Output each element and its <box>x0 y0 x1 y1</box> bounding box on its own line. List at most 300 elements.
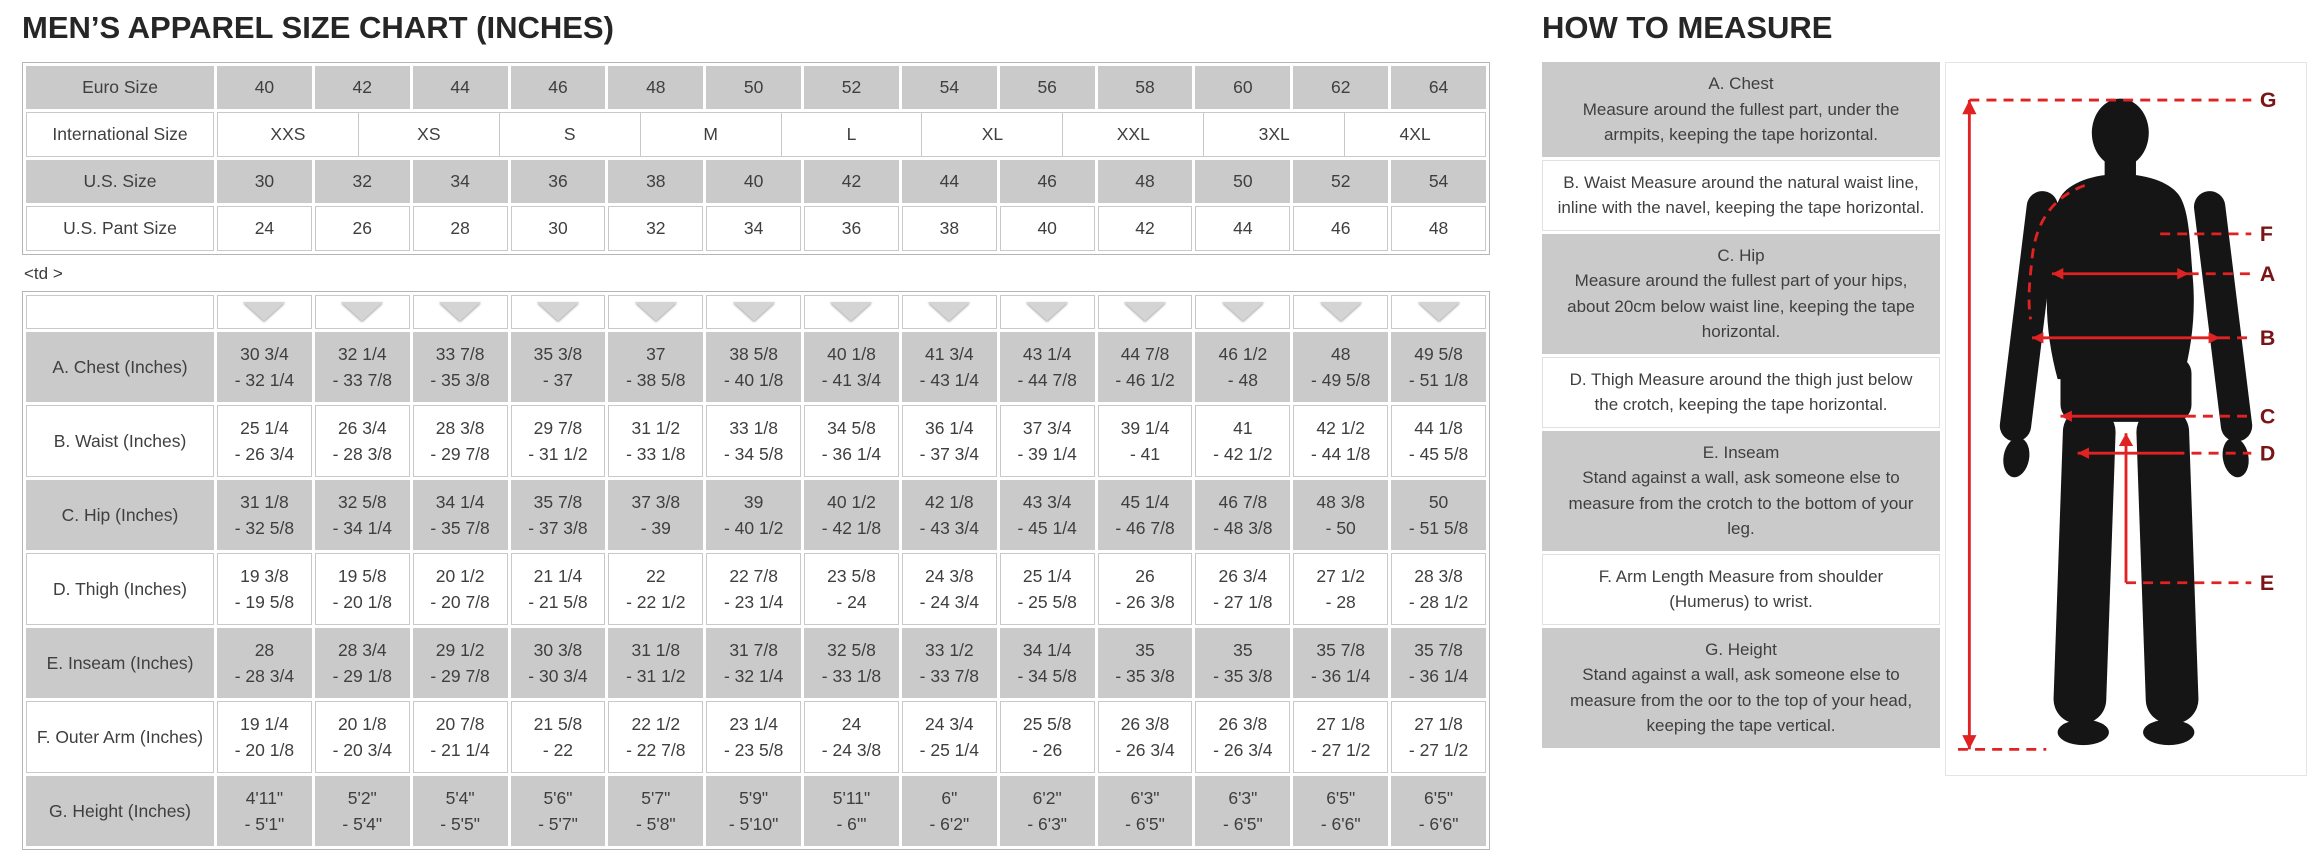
measurement-cell <box>1391 701 1486 773</box>
measurement-cell <box>511 553 606 625</box>
range-to: - 27 1/8 <box>1213 592 1273 612</box>
measurement-cell <box>804 776 899 846</box>
measurement-cell <box>315 701 410 773</box>
how-to-measure-heading: HOW TO MEASURE <box>1542 10 1833 45</box>
size-cell: 4XL <box>1399 124 1431 144</box>
range-from: 43 1/4 <box>1022 344 1072 364</box>
range-from: 32 5/8 <box>827 640 876 660</box>
range-from: 44 1/8 <box>1414 418 1463 438</box>
measurement-cell <box>1098 405 1193 477</box>
range-from: 29 7/8 <box>533 418 583 438</box>
arrow-cell <box>1098 295 1193 329</box>
range-from: 33 1/2 <box>925 640 974 660</box>
measurement-cell <box>1293 776 1388 846</box>
size-cell: 50 <box>1195 160 1290 203</box>
size-cell: 50 <box>706 66 801 109</box>
arrow-down-icon <box>1418 302 1460 321</box>
figure-label-e: E <box>2259 570 2275 595</box>
size-cell: 28 <box>413 206 508 251</box>
size-table-row <box>26 66 1486 109</box>
range-from: 33 7/8 <box>435 344 485 364</box>
measure-step-title: G. Height <box>1705 639 1777 659</box>
row-label: U.S. Size <box>26 160 214 203</box>
range-to: - 35 7/8 <box>430 518 490 538</box>
measurement-cell <box>804 405 899 477</box>
arrow-down-icon <box>1222 302 1264 321</box>
range-from: 48 <box>1330 344 1351 364</box>
size-cell: 32 <box>315 160 410 203</box>
arrow-cell <box>1391 295 1486 329</box>
measurement-cell <box>804 628 899 698</box>
measurement-cell <box>511 332 606 402</box>
measure-step <box>1542 160 1940 231</box>
measurement-cell <box>706 553 801 625</box>
range-to: - 23 5/8 <box>723 740 784 760</box>
measurement-row <box>26 776 1486 846</box>
range-from: 6'3" <box>1228 788 1258 808</box>
arrow-down-icon <box>1026 302 1068 321</box>
range-to: - 29 7/8 <box>430 666 490 686</box>
measurement-cell <box>217 332 312 402</box>
measurement-cell <box>902 553 997 625</box>
range-to: - 28 <box>1325 592 1356 612</box>
range-from: 38 5/8 <box>729 344 778 364</box>
arrow-cell <box>804 295 899 329</box>
measurement-cell <box>1195 480 1290 550</box>
range-to: - 5'5" <box>440 814 480 834</box>
size-chart-section <box>22 8 1490 850</box>
range-to: - 42 1/8 <box>821 518 882 538</box>
range-to: - 37 3/4 <box>919 444 979 464</box>
range-from: 4'11" <box>245 788 284 808</box>
figure-label-g: G <box>2259 88 2277 113</box>
size-cell: 64 <box>1391 66 1486 109</box>
range-from: 34 1/4 <box>1022 640 1072 660</box>
size-cell: 34 <box>706 206 801 251</box>
range-to: - 48 <box>1227 370 1258 390</box>
size-cell: 44 <box>413 66 508 109</box>
international-size-cells <box>218 113 1485 156</box>
range-from: 32 1/4 <box>337 344 387 364</box>
arrow-down-icon <box>830 302 872 321</box>
range-from: 19 5/8 <box>337 566 387 586</box>
measurement-cell <box>511 701 606 773</box>
range-to: - 22 1/2 <box>626 592 686 612</box>
measure-step <box>1542 554 1940 625</box>
measurement-cell <box>217 553 312 625</box>
size-cell: 42 <box>1098 206 1193 251</box>
measurement-cell <box>804 553 899 625</box>
figure-label-a: A <box>2259 261 2276 286</box>
measurement-row <box>26 701 1486 773</box>
measurement-cell <box>1391 405 1486 477</box>
range-to: - 29 1/8 <box>332 666 392 686</box>
range-from: 28 <box>254 640 275 660</box>
range-to: - 6'5" <box>1125 814 1165 834</box>
measurement-cell <box>1391 776 1486 846</box>
range-from: 28 3/8 <box>435 418 485 438</box>
range-from: 26 3/4 <box>337 418 387 438</box>
measurement-cell <box>1000 553 1095 625</box>
range-from: 26 3/8 <box>1218 714 1268 734</box>
range-from: 5'4" <box>445 788 475 808</box>
size-cell: 42 <box>804 160 899 203</box>
measurement-cell <box>1293 480 1388 550</box>
range-from: 22 1/2 <box>631 714 681 734</box>
range-to: - 5'1" <box>244 814 285 834</box>
measurement-cell <box>1195 776 1290 846</box>
size-cell: 54 <box>1391 160 1486 203</box>
size-cell: 46 <box>1000 160 1095 203</box>
empty-cell <box>26 295 214 329</box>
range-from: 6'2" <box>1032 788 1062 808</box>
range-from: 25 1/4 <box>1022 566 1072 586</box>
size-cell: L <box>782 113 923 156</box>
measurement-row <box>26 405 1486 477</box>
size-cell: 26 <box>315 206 410 251</box>
range-to: - 23 1/4 <box>723 592 784 612</box>
range-from: 44 7/8 <box>1120 344 1170 364</box>
range-from: 26 3/4 <box>1218 566 1268 586</box>
range-from: 22 <box>646 566 666 586</box>
range-to: - 31 1/2 <box>528 444 588 464</box>
row-label: C. Hip (Inches) <box>26 480 214 550</box>
arrow-down-icon <box>733 302 775 321</box>
range-from: 6'5" <box>1424 788 1454 808</box>
range-to: - 22 7/8 <box>626 740 686 760</box>
range-to: - 20 1/8 <box>234 740 295 760</box>
arrow-down-icon <box>635 302 677 321</box>
measurement-cell <box>1293 332 1388 402</box>
range-from: 5'9" <box>739 788 769 808</box>
range-from: 34 1/4 <box>435 492 485 512</box>
range-to: - 36 1/4 <box>1311 666 1371 686</box>
range-from: 34 5/8 <box>827 418 876 438</box>
range-to: - 45 1/4 <box>1017 518 1077 538</box>
range-from: 23 1/4 <box>729 714 778 734</box>
arrow-cell <box>413 295 508 329</box>
measurement-cell <box>1000 628 1095 698</box>
range-from: 40 1/2 <box>827 492 876 512</box>
measurement-cell <box>902 405 997 477</box>
size-cell: 46 <box>1293 206 1388 251</box>
size-cell: 52 <box>804 66 899 109</box>
range-from: 6'5" <box>1326 788 1356 808</box>
row-label: International Size <box>26 112 214 157</box>
range-from: 31 7/8 <box>729 640 778 660</box>
size-cell: 48 <box>1098 160 1193 203</box>
arrow-cell <box>1195 295 1290 329</box>
range-from: 27 1/8 <box>1316 714 1366 734</box>
range-to: - 48 3/8 <box>1213 518 1273 538</box>
measurement-cell <box>315 480 410 550</box>
range-to: - 6'3" <box>1027 814 1068 834</box>
range-from: 29 1/2 <box>435 640 485 660</box>
range-from: 32 5/8 <box>337 492 387 512</box>
size-cell: 58 <box>1098 66 1193 109</box>
measurement-cell <box>1195 405 1290 477</box>
size-cell: 60 <box>1195 66 1290 109</box>
range-from: 37 3/8 <box>631 492 681 512</box>
measurement-cell <box>804 480 899 550</box>
range-from: 42 1/8 <box>925 492 974 512</box>
range-from: 19 3/8 <box>240 566 289 586</box>
range-from: 5'2" <box>347 788 377 808</box>
figure-label-b: B <box>2259 325 2276 350</box>
range-from: 50 <box>1428 492 1449 512</box>
measurement-cell <box>706 701 801 773</box>
page-title: MEN’S APPAREL SIZE CHART (INCHES) <box>22 10 614 45</box>
measurement-cell <box>413 553 508 625</box>
size-cell: 42 <box>315 66 410 109</box>
measurement-cell <box>511 776 606 846</box>
range-from: 25 5/8 <box>1022 714 1072 734</box>
measurement-cell <box>1000 405 1095 477</box>
range-to: - 37 3/8 <box>528 518 588 538</box>
size-cell: 40 <box>1000 206 1095 251</box>
size-cell: XXS <box>218 113 359 156</box>
range-from: 36 1/4 <box>925 418 974 438</box>
measure-step <box>1542 62 1940 157</box>
range-to: - 32 5/8 <box>234 518 295 538</box>
measurement-cell <box>1195 332 1290 402</box>
range-to: - 34 1/4 <box>332 518 392 538</box>
range-to: - 26 3/4 <box>234 444 295 464</box>
size-cell: 46 <box>511 66 606 109</box>
range-from: 6" <box>941 788 958 808</box>
range-from: 35 7/8 <box>533 492 583 512</box>
range-to: - 37 <box>542 370 574 390</box>
size-cell: 38 <box>902 206 997 251</box>
range-to: - 43 3/4 <box>919 518 979 538</box>
range-from: 24 3/4 <box>925 714 974 734</box>
range-from: 46 1/2 <box>1218 344 1268 364</box>
size-table-row <box>26 160 1486 203</box>
range-to: - 51 5/8 <box>1408 518 1469 538</box>
range-to: - 38 5/8 <box>626 370 686 390</box>
size-cell: 36 <box>804 206 899 251</box>
measurement-cell <box>1098 480 1193 550</box>
row-label: Euro Size <box>26 66 214 109</box>
size-cell: 48 <box>608 66 703 109</box>
measurement-cell <box>1098 553 1193 625</box>
range-from: 30 3/8 <box>533 640 583 660</box>
range-to: - 51 1/8 <box>1408 370 1469 390</box>
measurement-cell <box>1000 480 1095 550</box>
range-from: 45 1/4 <box>1120 492 1170 512</box>
range-from: 19 1/4 <box>240 714 289 734</box>
measurement-cell <box>608 332 703 402</box>
measurement-cell <box>1391 332 1486 402</box>
arrow-down-icon <box>1320 302 1362 321</box>
size-cell: 3XL <box>1204 113 1345 156</box>
range-to: - 21 1/4 <box>430 740 490 760</box>
range-to: - 5'4" <box>342 814 383 834</box>
size-cell: 30 <box>217 160 312 203</box>
size-table-row <box>26 112 1486 157</box>
range-from: 40 1/8 <box>827 344 876 364</box>
range-from: 31 1/2 <box>631 418 681 438</box>
measurement-cell <box>217 405 312 477</box>
arrow-down-icon <box>341 302 383 321</box>
measurement-cell <box>1098 776 1193 846</box>
size-cell: XL <box>922 113 1063 156</box>
range-to: - 42 1/2 <box>1213 444 1273 464</box>
range-from: 20 1/2 <box>435 566 485 586</box>
range-from: 39 1/4 <box>1120 418 1170 438</box>
range-to: - 46 1/2 <box>1115 370 1175 390</box>
range-to: - 27 1/2 <box>1408 740 1469 760</box>
range-to: - 26 3/4 <box>1115 740 1175 760</box>
measurement-cell <box>217 701 312 773</box>
range-from: 22 7/8 <box>729 566 778 586</box>
range-to: - 33 7/8 <box>919 666 979 686</box>
range-to: - 28 3/4 <box>234 666 295 686</box>
arrow-cell <box>1000 295 1095 329</box>
range-to: - 34 5/8 <box>1017 666 1077 686</box>
range-to: - 33 7/8 <box>332 370 392 390</box>
measurement-row <box>26 332 1486 402</box>
range-to: - 44 1/8 <box>1311 444 1371 464</box>
range-from: 27 1/2 <box>1316 566 1366 586</box>
range-to: - 49 5/8 <box>1311 370 1371 390</box>
measure-step-text: Stand against a wall, ask someone else to measure from the crotch to the bottom of your leg. <box>1568 468 1914 538</box>
row-label: F. Outer Arm (Inches) <box>26 701 214 773</box>
measurement-row <box>26 628 1486 698</box>
measurement-cell <box>315 628 410 698</box>
measurement-cell <box>1000 701 1095 773</box>
measurement-cell <box>315 553 410 625</box>
measurement-cell <box>511 628 606 698</box>
range-to: - 26 <box>1032 740 1063 760</box>
figure-label-f: F <box>2259 222 2273 246</box>
arrow-down-icon <box>1124 302 1166 321</box>
measurement-cell <box>1293 701 1388 773</box>
size-cell: 24 <box>217 206 312 251</box>
measurement-cell <box>217 480 312 550</box>
range-to: - 50 <box>1325 518 1356 538</box>
measurement-cell <box>804 332 899 402</box>
size-cell: 34 <box>413 160 508 203</box>
measure-step-title: A. Chest <box>1708 74 1774 93</box>
measurement-cell <box>1098 332 1193 402</box>
measurement-cell <box>1293 628 1388 698</box>
range-from: 35 3/8 <box>533 344 583 364</box>
measurement-cell <box>413 332 508 402</box>
measure-step-text: Measure around the fullest part, under the armpits, keeping the tape horizontal. <box>1582 99 1900 144</box>
size-cell: 56 <box>1000 66 1095 109</box>
international-size-row <box>217 112 1486 157</box>
range-to: - 24 3/8 <box>821 740 882 760</box>
measurement-cell <box>1293 405 1388 477</box>
size-cell: 40 <box>706 160 801 203</box>
range-to: - 35 3/8 <box>430 370 490 390</box>
range-from: 31 1/8 <box>240 492 289 512</box>
measure-step-text: Measure around the fullest part of your hips, about 20cm below waist line, keeping the tape horizontal. <box>1567 271 1915 341</box>
range-from: 20 7/8 <box>435 714 485 734</box>
row-label: U.S. Pant Size <box>26 206 214 251</box>
measure-steps-list <box>1542 62 1940 751</box>
measurement-cell <box>902 701 997 773</box>
range-from: 26 3/8 <box>1120 714 1170 734</box>
range-to: - 35 3/8 <box>1115 666 1175 686</box>
range-to: - 40 1/2 <box>723 518 784 538</box>
range-from: 35 <box>1135 640 1155 660</box>
range-to: - 41 3/4 <box>821 370 882 390</box>
range-from: 21 1/4 <box>533 566 583 586</box>
range-to: - 6'5" <box>1223 814 1263 834</box>
arrow-cell <box>706 295 801 329</box>
size-cell: 52 <box>1293 160 1388 203</box>
arrow-row <box>26 295 1486 329</box>
range-to: - 20 3/4 <box>332 740 392 760</box>
measurement-cell <box>902 776 997 846</box>
measurement-cell <box>804 701 899 773</box>
range-from: 35 <box>1233 640 1253 660</box>
range-to: - 36 1/4 <box>821 444 882 464</box>
measurement-cell <box>413 776 508 846</box>
row-label: B. Waist (Inches) <box>26 405 214 477</box>
measurement-cell <box>706 628 801 698</box>
measurement-cell <box>902 628 997 698</box>
range-to: - 25 5/8 <box>1017 592 1077 612</box>
measurement-cell <box>608 480 703 550</box>
measurement-cell <box>1391 628 1486 698</box>
range-to: - 45 5/8 <box>1408 444 1469 464</box>
arrow-cell <box>217 295 312 329</box>
range-from: 24 <box>841 714 862 734</box>
range-from: 5'7" <box>641 788 671 808</box>
measurement-cell <box>413 628 508 698</box>
size-cell: 44 <box>1195 206 1290 251</box>
male-silhouette <box>1998 99 2254 745</box>
range-to: - 41 <box>1129 444 1161 464</box>
range-from: 35 7/8 <box>1414 640 1463 660</box>
range-to: - 28 3/8 <box>332 444 392 464</box>
range-from: 5'6" <box>543 788 573 808</box>
range-to: - 5'10" <box>728 814 779 834</box>
arrow-cell <box>315 295 410 329</box>
size-cell: 36 <box>511 160 606 203</box>
range-to: - 46 7/8 <box>1115 518 1175 538</box>
measurement-cell <box>706 776 801 846</box>
range-to: - 40 1/8 <box>723 370 784 390</box>
range-to: - 20 7/8 <box>430 592 490 612</box>
measurement-cell <box>217 628 312 698</box>
range-to: - 5'7" <box>538 814 578 834</box>
measurement-cell <box>1195 701 1290 773</box>
measurement-row <box>26 480 1486 550</box>
measurement-cell <box>315 332 410 402</box>
size-cell: 30 <box>511 206 606 251</box>
range-from: 48 3/8 <box>1316 492 1366 512</box>
measurement-cell <box>1195 553 1290 625</box>
range-to: - 35 3/8 <box>1213 666 1273 686</box>
measurement-cell <box>608 701 703 773</box>
size-table-row <box>26 206 1486 251</box>
range-to: - 32 1/4 <box>723 666 784 686</box>
measure-step <box>1542 628 1940 748</box>
measure-step-text: B. Waist Measure around the natural waist line, inline with the navel, keeping the tape horizontal. <box>1557 172 1925 217</box>
row-label: G. Height (Inches) <box>26 776 214 846</box>
figure-label-d: D <box>2259 441 2276 466</box>
range-from: 23 5/8 <box>827 566 876 586</box>
arrow-cell <box>511 295 606 329</box>
measure-step-text: Stand against a wall, ask someone else to measure from the oor to the top of your head, keeping the tape vertical. <box>1569 665 1913 735</box>
range-to: - 26 3/4 <box>1213 740 1273 760</box>
size-cell: 54 <box>902 66 997 109</box>
range-from: 49 5/8 <box>1414 344 1463 364</box>
